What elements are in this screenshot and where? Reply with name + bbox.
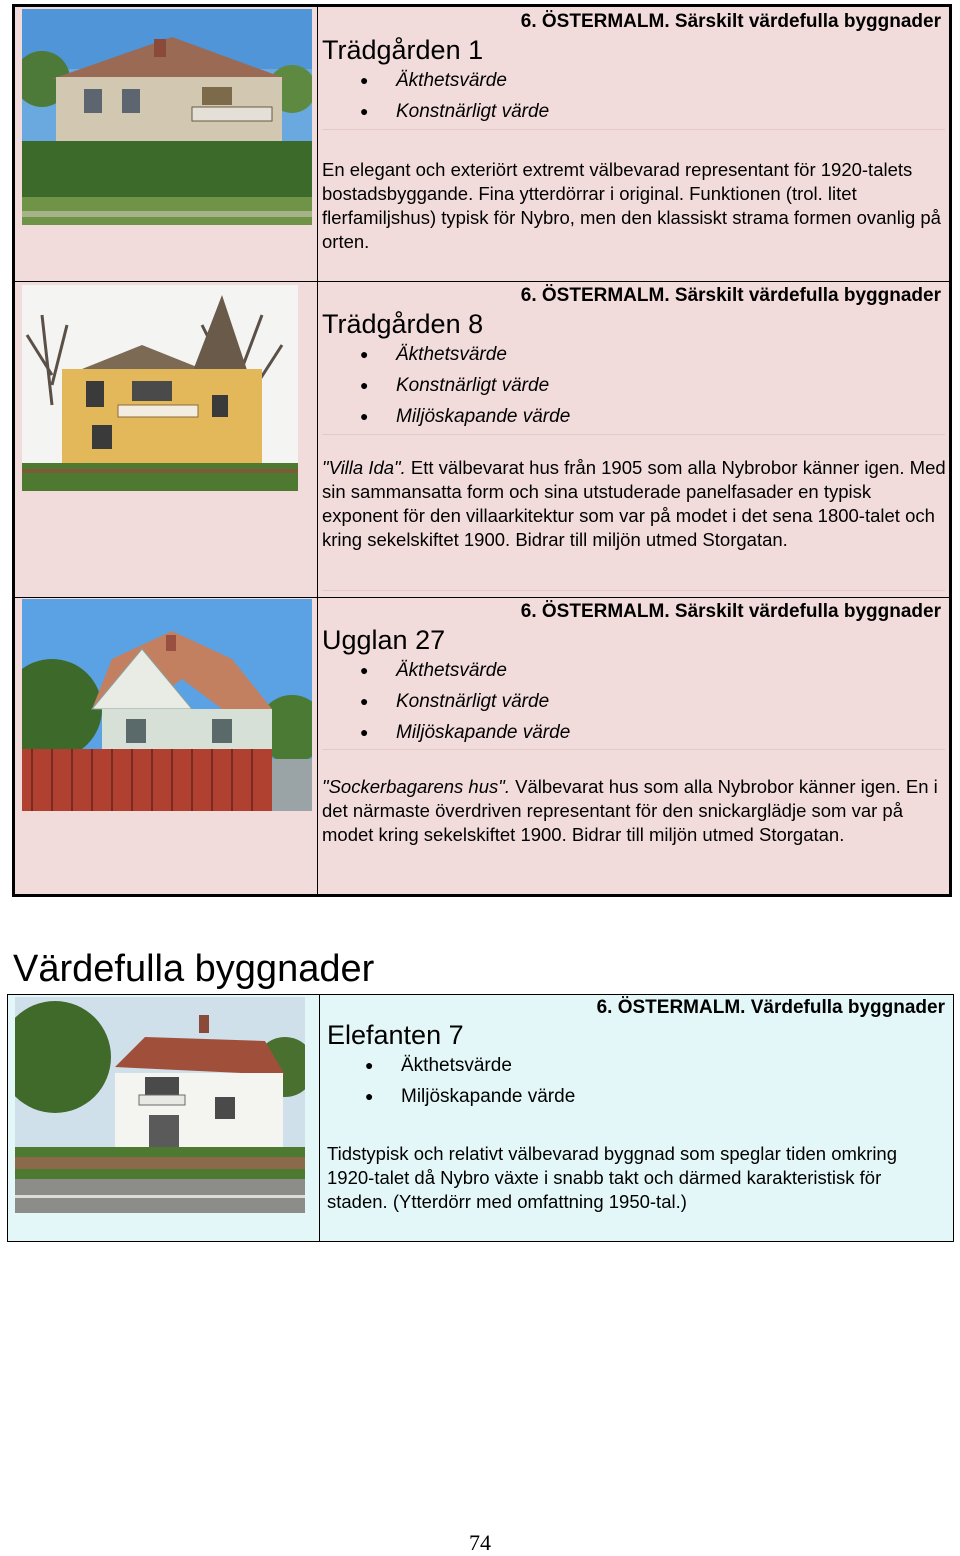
value-item: ● Konstnärligt värde bbox=[322, 96, 549, 127]
bullet-icon: ● bbox=[360, 346, 369, 362]
building-description: Tidstypisk och relativt välbevarad byggnad som speglar tiden omkring 1920-talet då Nybro växte i snabb takt och därmed karakteristisk för staden. (Ytterdörr med omfattning 1950-tal.) bbox=[327, 1143, 898, 1212]
bullet-icon: ● bbox=[360, 72, 369, 88]
building-name: Trädgården 8 bbox=[322, 309, 484, 339]
category-label: 6. ÖSTERMALM. Värdefulla byggnader bbox=[596, 997, 945, 1018]
bullet-icon: ● bbox=[360, 724, 369, 740]
building-photo bbox=[22, 9, 312, 225]
value-item: ● Konstnärligt värde bbox=[322, 370, 570, 401]
valuable-buildings-table bbox=[7, 994, 954, 1242]
value-item: ● Äkthetsvärde bbox=[322, 65, 549, 96]
building-description: "Sockerbagarens hus". Välbevarat hus som alla Nybrobor känner igen. En i det närmaste överdriven representant för den snickarglädje som var på modet kring sekelskiftet 1900. Bidrar till miljön utmed Storgatan. bbox=[322, 776, 938, 845]
bullet-icon: ● bbox=[360, 662, 369, 678]
divider bbox=[322, 590, 945, 591]
bullet-icon: ● bbox=[360, 103, 369, 119]
value-list bbox=[322, 65, 549, 127]
value-item: ● Äkthetsvärde bbox=[327, 1050, 575, 1081]
building-name: Trädgården 1 bbox=[322, 35, 484, 65]
category-label: 6. ÖSTERMALM. Särskilt värdefulla byggnader bbox=[520, 285, 941, 306]
building-row-tradgarden-8 bbox=[15, 281, 949, 598]
building-row-ugglan-27 bbox=[15, 597, 949, 894]
section-heading: Värdefulla byggnader bbox=[13, 948, 375, 990]
building-name: Ugglan 27 bbox=[322, 625, 446, 655]
building-name: Elefanten 7 bbox=[327, 1020, 464, 1050]
value-item: ● Miljöskapande värde bbox=[327, 1081, 575, 1112]
building-description: En elegant och exteriört extremt välbevarad representant för 1920-talets bostadsbyggande. Fina ytterdörrar i original. Funktionen (trol. litet flerfamiljshus) typisk för Nybro, men den klassiskt strama formen ovanlig på orten. bbox=[322, 159, 941, 252]
building-row-tradgarden-1 bbox=[15, 7, 949, 282]
divider bbox=[322, 434, 945, 435]
building-description: "Villa Ida". Ett välbevarat hus från 1905 som alla Nybrobor känner igen. Med sin sammansatta form och sina utstuderade panelfasader en typisk exponent för den villaarkitektur som var på modet i det sena 1800-talet och kring sekelskiftet 1900. Bidrar till miljön utmed Storgatan. bbox=[322, 457, 946, 550]
divider bbox=[322, 749, 945, 750]
value-item: ● Äkthetsvärde bbox=[322, 655, 570, 686]
value-list bbox=[327, 1050, 575, 1112]
value-item: ● Äkthetsvärde bbox=[322, 339, 570, 370]
column-divider bbox=[317, 597, 318, 894]
value-list bbox=[322, 339, 570, 432]
building-photo bbox=[15, 997, 305, 1213]
value-item: ● Miljöskapande värde bbox=[322, 717, 570, 748]
category-label: 6. ÖSTERMALM. Särskilt värdefulla byggnader bbox=[520, 601, 941, 622]
divider bbox=[322, 129, 945, 130]
value-item: ● Miljöskapande värde bbox=[322, 401, 570, 432]
column-divider bbox=[319, 995, 320, 1241]
page-number: 74 bbox=[469, 1530, 491, 1555]
column-divider bbox=[317, 281, 318, 597]
value-item: ● Konstnärligt värde bbox=[322, 686, 570, 717]
particularly-valuable-buildings-table bbox=[12, 4, 952, 897]
bullet-icon: ● bbox=[365, 1088, 374, 1104]
bullet-icon: ● bbox=[360, 693, 369, 709]
bullet-icon: ● bbox=[365, 1057, 374, 1073]
building-photo bbox=[22, 285, 298, 491]
column-divider bbox=[317, 7, 318, 281]
bullet-icon: ● bbox=[360, 408, 369, 424]
value-list bbox=[322, 655, 570, 748]
building-photo bbox=[22, 599, 312, 811]
category-label: 6. ÖSTERMALM. Särskilt värdefulla byggnader bbox=[520, 11, 941, 32]
bullet-icon: ● bbox=[360, 377, 369, 393]
